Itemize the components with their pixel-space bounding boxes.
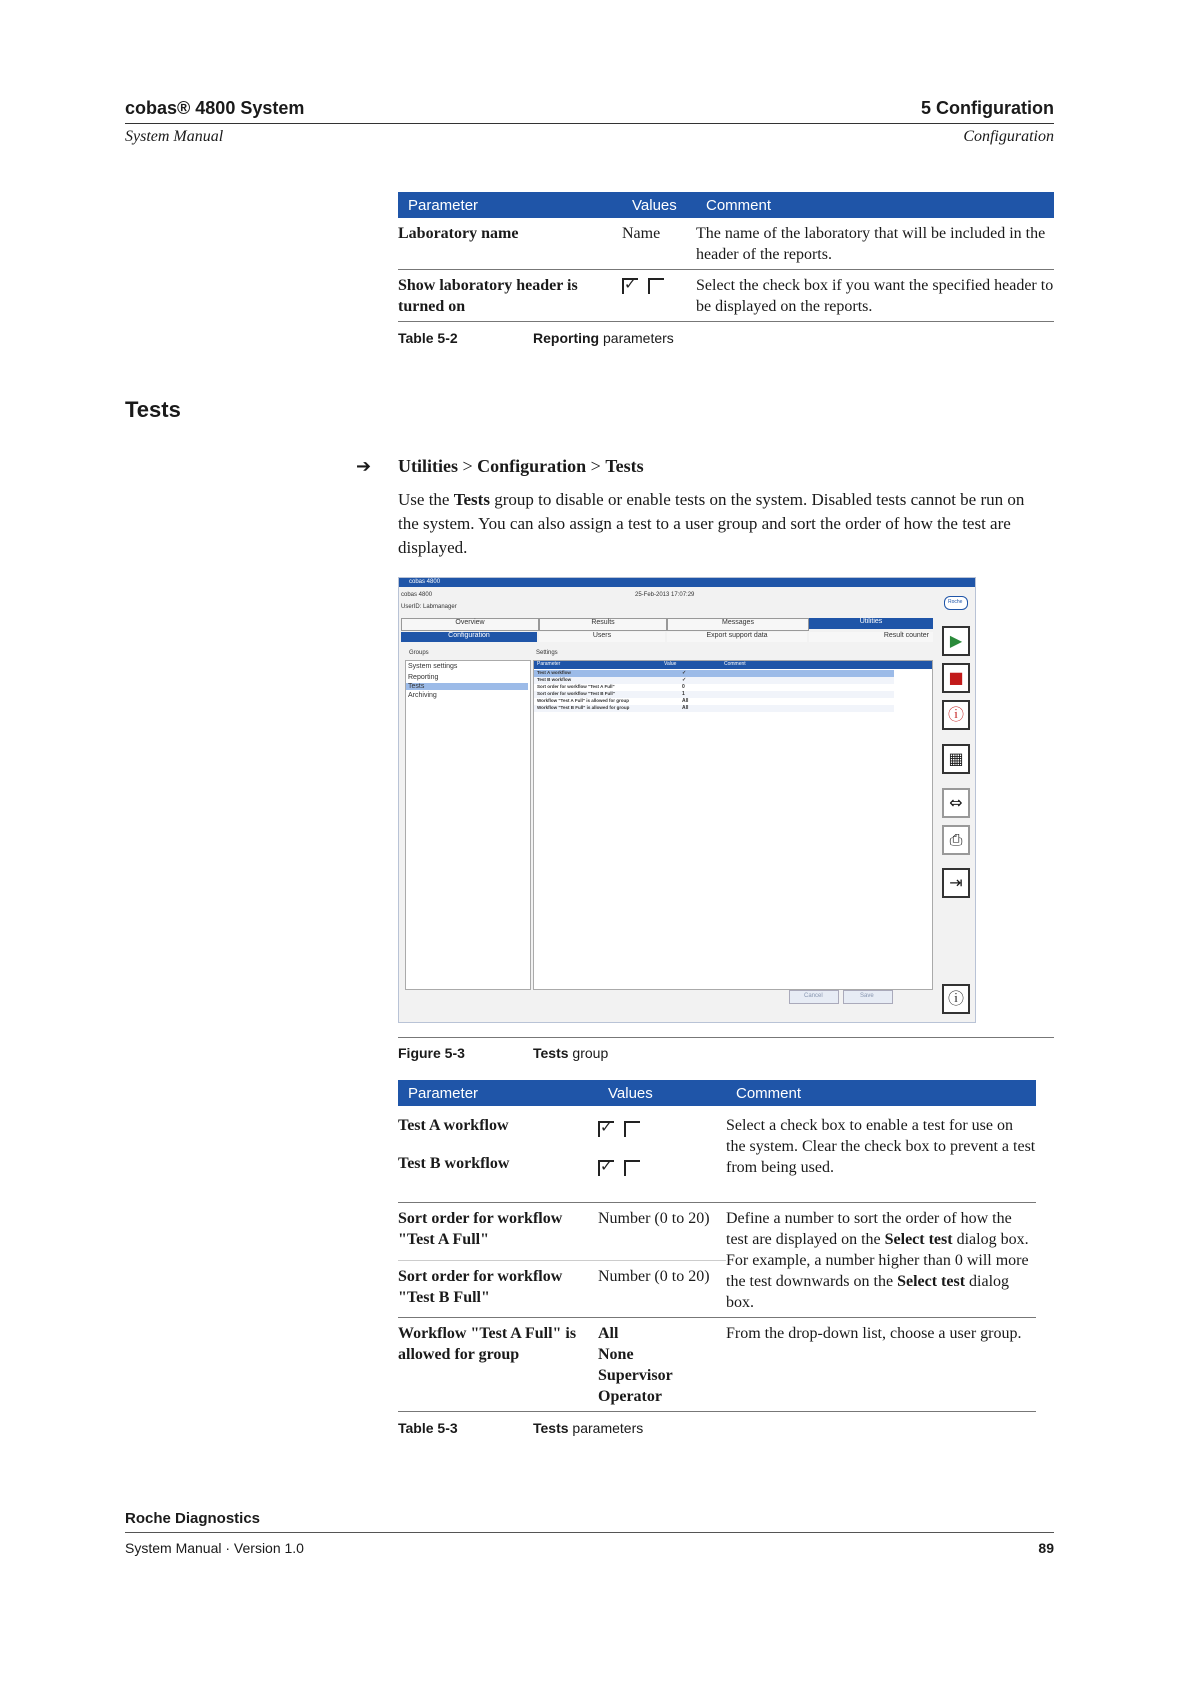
table-row bbox=[398, 1106, 1036, 1143]
unchecked-checkbox-icon bbox=[624, 1121, 640, 1137]
running-header-subtitle: System Manual bbox=[125, 128, 224, 145]
sort-comment-part: dialog box. For example, a number higher than 0 will more the test downwards on the bbox=[726, 1231, 1029, 1290]
settings-value: All bbox=[682, 698, 689, 704]
unchecked-checkbox-icon bbox=[624, 1160, 640, 1176]
comment-cell: From the drop-down list, choose a user group. bbox=[726, 1318, 1036, 1412]
comment-cell: Select the check box if you want the specified header to be displayed on the reports. bbox=[696, 270, 1054, 322]
value-cell bbox=[622, 270, 696, 322]
settings-value: ✓ bbox=[682, 677, 687, 683]
navigation-path bbox=[398, 456, 644, 477]
settings-row[interactable] bbox=[534, 698, 894, 705]
tab-messages[interactable]: Messages bbox=[667, 618, 809, 631]
tab-export-support-data[interactable]: Export support data bbox=[667, 632, 807, 642]
settings-param: Sort order for workflow "Test A Full" bbox=[537, 684, 615, 689]
checked-checkbox-icon bbox=[622, 278, 638, 294]
group-item[interactable]: Reporting bbox=[408, 674, 439, 681]
settings-row[interactable] bbox=[534, 677, 894, 684]
reporting-table bbox=[398, 192, 1054, 322]
param-cell: Test B workflow bbox=[398, 1155, 510, 1172]
settings-param: Workflow "Test A Full" is allowed for group bbox=[537, 698, 630, 703]
tests-table-block bbox=[398, 1080, 1036, 1436]
sort-comment-part: Select test bbox=[897, 1273, 966, 1290]
column-header: Parameter bbox=[398, 1080, 598, 1106]
page-number: 89 bbox=[1038, 1540, 1054, 1556]
value-cell: Name bbox=[622, 218, 696, 270]
caption-rest: parameters bbox=[568, 1420, 644, 1436]
intro-part: group to disable or enable tests on the system. Disabled tests cannot be run on the system. You can also assign a test to a user group and sort the order of how the test are displayed. bbox=[398, 490, 1025, 557]
settings-row[interactable] bbox=[534, 691, 894, 698]
table-row bbox=[398, 1203, 1036, 1261]
settings-value: All bbox=[682, 705, 689, 711]
column-header: Parameter bbox=[398, 192, 622, 218]
table-row bbox=[398, 1318, 1036, 1412]
param-cell: Sort order for workflow "Test A Full" bbox=[398, 1203, 598, 1261]
cancel-button[interactable]: Cancel bbox=[789, 990, 839, 1004]
information-icon[interactable]: ⓘ bbox=[942, 984, 970, 1014]
groups-list bbox=[405, 660, 531, 990]
column-header: Comment bbox=[726, 1080, 1036, 1106]
value-option: None bbox=[598, 1346, 634, 1363]
main-tabs bbox=[401, 618, 935, 630]
nav-path-part: > bbox=[586, 456, 606, 476]
nav-path-part: Configuration bbox=[477, 456, 587, 476]
comment-cell: The name of the laboratory that will be included in the header of the reports. bbox=[696, 218, 1054, 270]
value-cell: Number (0 to 20) bbox=[598, 1260, 726, 1318]
window-titlebar bbox=[399, 578, 975, 587]
tab-results[interactable]: Results bbox=[539, 618, 667, 631]
param-cell: Show laboratory header is turned on bbox=[398, 270, 622, 322]
settings-label: Settings bbox=[536, 650, 558, 656]
value-cell bbox=[598, 1143, 726, 1203]
caption-bold: Tests bbox=[533, 1420, 569, 1436]
sort-comment-part: dialog box. bbox=[726, 1273, 1010, 1311]
caption-number: Table 5-2 bbox=[398, 330, 458, 346]
settings-param: Test B workflow bbox=[537, 677, 572, 682]
param-cell: Test A workflow bbox=[398, 1117, 509, 1134]
pause-icon[interactable]: ⓘ bbox=[942, 700, 970, 730]
chapter-subtitle: Configuration bbox=[963, 128, 1054, 145]
caption-bold: Reporting bbox=[533, 330, 600, 346]
group-item[interactable]: Archiving bbox=[408, 692, 437, 699]
settings-param: Test A workflow bbox=[537, 670, 571, 675]
date-time: 25-Feb-2013 17:07:29 bbox=[635, 592, 695, 598]
settings-header: Parameter Value Comment bbox=[534, 661, 932, 669]
checked-checkbox-icon bbox=[598, 1121, 614, 1137]
running-header-title: cobas® 4800 System bbox=[125, 98, 305, 118]
groups-label: Groups bbox=[409, 650, 429, 656]
intro-paragraph bbox=[398, 488, 1048, 560]
caption-number: Table 5-3 bbox=[398, 1420, 458, 1436]
logo-text: Roche bbox=[948, 599, 963, 605]
footer-manual-version: System Manual · Version 1.0 bbox=[125, 1540, 304, 1556]
tab-users[interactable]: Users bbox=[539, 632, 665, 642]
section-heading: Tests bbox=[125, 397, 181, 422]
column-header: Values bbox=[598, 1080, 726, 1106]
arrow-right-icon: ➔ bbox=[356, 456, 372, 477]
value-cell bbox=[598, 1106, 726, 1143]
group-item-selected[interactable]: Tests bbox=[406, 683, 528, 690]
export-icon[interactable]: ⇔ bbox=[942, 788, 970, 818]
footer-company: Roche Diagnostics bbox=[125, 1510, 261, 1527]
settings-row[interactable] bbox=[534, 684, 894, 691]
tab-overview[interactable]: Overview bbox=[401, 618, 539, 631]
sort-comment-part: Define a number to sort the order of how the test are displayed on the bbox=[726, 1210, 1012, 1248]
roche-logo bbox=[944, 596, 968, 610]
figure-caption bbox=[398, 1045, 608, 1061]
table-caption bbox=[398, 330, 1054, 346]
group-item[interactable]: System settings bbox=[408, 663, 458, 670]
reporting-table-block bbox=[398, 192, 1054, 346]
caption-rest: parameters bbox=[599, 330, 674, 346]
checked-checkbox-icon bbox=[598, 1160, 614, 1176]
header-rule bbox=[125, 123, 1054, 124]
window-title: cobas 4800 bbox=[409, 579, 441, 585]
param-cell: Laboratory name bbox=[398, 218, 622, 270]
unchecked-checkbox-icon bbox=[648, 278, 664, 294]
settings-table bbox=[533, 660, 933, 990]
param-cell: Workflow "Test A Full" is allowed for group bbox=[398, 1318, 598, 1412]
tab-result-counter[interactable]: Result counter bbox=[809, 632, 933, 642]
value-option: Supervisor bbox=[598, 1367, 673, 1384]
sub-tabs bbox=[401, 632, 935, 643]
value-cell bbox=[598, 1318, 726, 1412]
settings-param: Workflow "Test B Full" is allowed for group bbox=[537, 705, 630, 710]
abort-icon[interactable]: ■ bbox=[942, 663, 970, 693]
sort-comment-part: Select test bbox=[884, 1231, 953, 1248]
column-header: Comment bbox=[696, 192, 1054, 218]
tab-configuration[interactable]: Configuration bbox=[401, 632, 537, 642]
comment-cell bbox=[726, 1203, 1036, 1318]
value-cell: Number (0 to 20) bbox=[598, 1203, 726, 1261]
figure-rule bbox=[398, 1037, 1054, 1038]
labels-icon[interactable]: ▦ bbox=[942, 744, 970, 774]
save-button[interactable]: Save bbox=[843, 990, 893, 1004]
caption-number: Figure 5-3 bbox=[398, 1045, 465, 1061]
param-cell: Sort order for workflow "Test B Full" bbox=[398, 1260, 598, 1318]
value-option: Operator bbox=[598, 1388, 662, 1405]
system-name: cobas 4800 bbox=[401, 592, 433, 598]
nav-path-part: > bbox=[458, 456, 478, 476]
software-screenshot bbox=[398, 577, 976, 1023]
table-caption bbox=[398, 1420, 1036, 1436]
chapter-title: 5 Configuration bbox=[921, 98, 1054, 118]
user-id: UserID: Labmanager bbox=[401, 604, 457, 610]
caption-rest: group bbox=[568, 1045, 609, 1061]
settings-row[interactable] bbox=[534, 705, 894, 712]
settings-row[interactable] bbox=[534, 670, 894, 677]
table-row bbox=[398, 270, 1054, 322]
value-option: All bbox=[598, 1325, 619, 1342]
settings-value: 1 bbox=[682, 691, 685, 697]
settings-param: Sort order for workflow "Test B Full" bbox=[537, 691, 615, 696]
nav-path-part: Utilities bbox=[398, 456, 458, 476]
log-off-icon[interactable]: ⇥ bbox=[942, 868, 970, 898]
footer-rule bbox=[125, 1532, 1054, 1533]
column-header: Values bbox=[622, 192, 696, 218]
settings-rows bbox=[534, 670, 932, 712]
print-icon[interactable]: ⎙ bbox=[942, 825, 970, 855]
nav-path-part: Tests bbox=[605, 456, 644, 476]
intro-part: Tests bbox=[453, 490, 490, 509]
settings-value: ✓ bbox=[682, 670, 687, 676]
tab-utilities[interactable]: Utilities bbox=[809, 618, 933, 629]
start-run-icon[interactable]: ▶ bbox=[942, 626, 970, 656]
tests-table bbox=[398, 1080, 1036, 1412]
intro-part: Use the bbox=[398, 490, 454, 509]
settings-value: 0 bbox=[682, 684, 685, 690]
comment-cell: Select a check box to enable a test for use on the system. Clear the check box to prevent a test from being used. bbox=[726, 1117, 1036, 1176]
table-row bbox=[398, 218, 1054, 270]
caption-bold: Tests bbox=[533, 1045, 569, 1061]
